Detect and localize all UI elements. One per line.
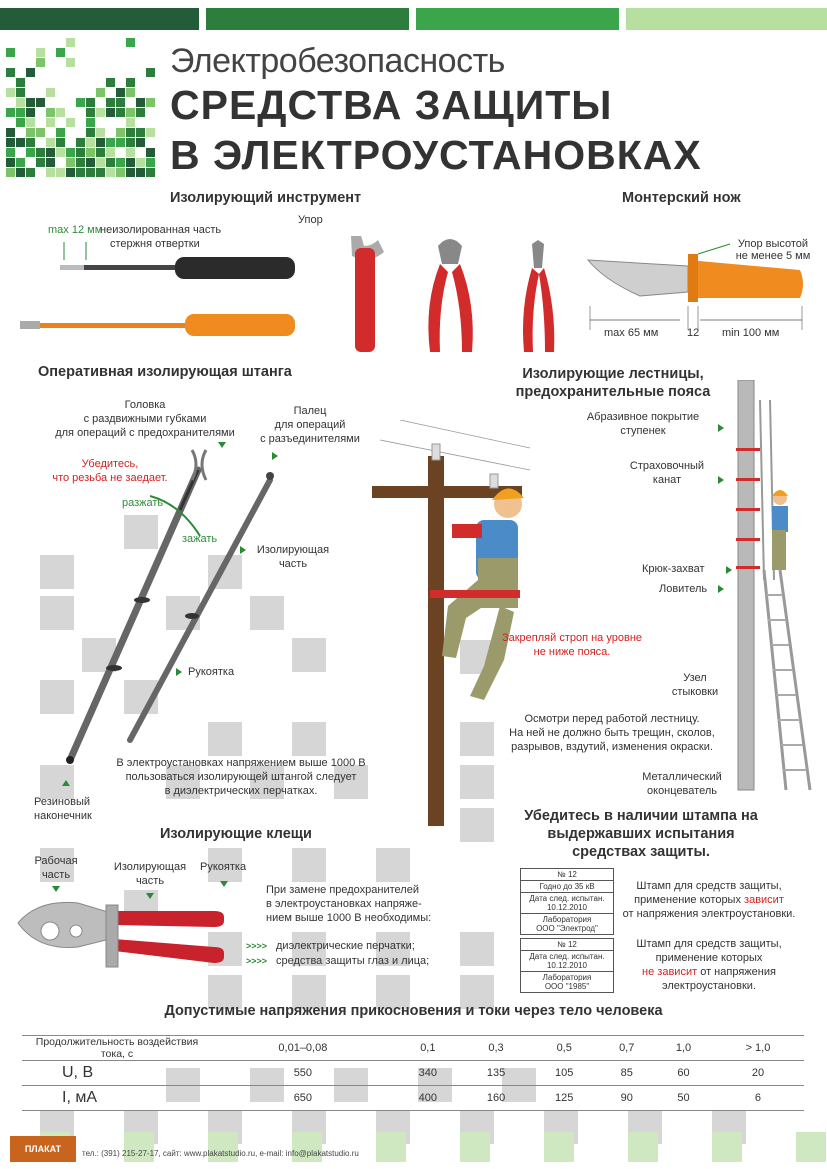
mosaic-tile bbox=[146, 148, 155, 157]
stamp2-desc-line1: Штамп для средств защиты, bbox=[636, 938, 782, 950]
pliers-req-line2: средства защиты глаз и лица; bbox=[276, 955, 430, 967]
rod-warn-label2: что резьба не заедает. bbox=[52, 472, 168, 484]
mosaic-tile bbox=[126, 38, 135, 47]
mosaic-tile bbox=[36, 128, 45, 137]
mosaic-tile bbox=[106, 168, 115, 177]
mosaic-tile bbox=[126, 88, 135, 97]
pliers-insul-label2: часть bbox=[135, 875, 165, 887]
stamp2-desc-line2: применение которых bbox=[655, 952, 763, 964]
table-row-label: I, мА bbox=[22, 1086, 212, 1111]
rod-insul-label2: часть bbox=[278, 558, 308, 570]
knife-title: Монтерский нож bbox=[622, 190, 741, 206]
footer-green-square bbox=[376, 1132, 406, 1162]
concrete-pole bbox=[738, 380, 754, 790]
rod-note-line2: пользоваться изолирующей штангой следует bbox=[125, 771, 357, 783]
pole-warn-line2: не ниже пояса. bbox=[533, 646, 611, 658]
mosaic-tile bbox=[36, 158, 45, 167]
mosaic-tile bbox=[126, 158, 135, 167]
pliers-illustration bbox=[14, 895, 244, 985]
knife-handle bbox=[688, 260, 803, 298]
rod-handle-label: Рукоятка bbox=[188, 666, 235, 678]
table-title: Допустимые напряжения прикосновения и токи через тело человека bbox=[164, 1003, 663, 1019]
mosaic-tile bbox=[116, 88, 125, 97]
table-row bbox=[22, 1061, 804, 1086]
mosaic-tile bbox=[6, 68, 15, 77]
mosaic-tile bbox=[146, 168, 155, 177]
safety-belt bbox=[430, 590, 520, 598]
mosaic-tile bbox=[106, 98, 115, 107]
chevron-bullet-icon: >>>> bbox=[246, 956, 268, 966]
table-cell: 60 bbox=[655, 1061, 712, 1086]
screwdriver-orange-handle bbox=[185, 314, 295, 336]
mosaic-tile bbox=[86, 118, 95, 127]
knife-stop-label2: не менее 5 мм bbox=[735, 250, 811, 262]
rod-illustration bbox=[40, 440, 300, 780]
knife-dim-mid: 12 bbox=[687, 327, 700, 339]
mosaic-tile bbox=[146, 158, 155, 167]
rod-tip-label1: Резиновый bbox=[34, 796, 91, 808]
plakat-logo: ПЛАКАТ bbox=[10, 1136, 76, 1162]
ladders-catcher-label: Ловитель bbox=[659, 583, 708, 595]
mosaic-tile bbox=[116, 108, 125, 117]
mosaic-tile bbox=[106, 158, 115, 167]
mosaic-tile bbox=[46, 138, 55, 147]
ladder-rail-left bbox=[764, 570, 786, 790]
mosaic-tile bbox=[76, 148, 85, 157]
mosaic-tile bbox=[26, 108, 35, 117]
uninsulated-label2: стержня отвертки bbox=[110, 238, 200, 250]
mosaic-tile bbox=[86, 98, 95, 107]
stamp2-desc-line4: электроустановки. bbox=[662, 980, 756, 992]
poster-subtitle: Электробезопасность bbox=[170, 42, 505, 80]
screwdriver-orange-shaft bbox=[22, 323, 202, 328]
stamp-line: Лаборатория ООО "Электрод" bbox=[536, 915, 598, 933]
mosaic-tile bbox=[6, 158, 15, 167]
pliers-text-line2: в электроустановках напряже- bbox=[266, 898, 422, 910]
top-bar-mid bbox=[206, 8, 409, 30]
mosaic-tile bbox=[26, 168, 35, 177]
table-cell: > 1,0 bbox=[712, 1036, 804, 1061]
pixel-mosaic-logo bbox=[6, 38, 151, 178]
mosaic-tile bbox=[36, 98, 45, 107]
ladder-illustration bbox=[734, 380, 820, 800]
rod-2 bbox=[130, 480, 270, 740]
knife-dim-handle: min 100 мм bbox=[722, 327, 780, 339]
rod-title: Оперативная изолирующая штанга bbox=[38, 364, 292, 380]
mosaic-tile bbox=[146, 68, 155, 77]
stamp1-desc-line3: от напряжения электроустановки. bbox=[622, 908, 796, 920]
mosaic-tile bbox=[86, 138, 95, 147]
mosaic-tile bbox=[36, 148, 45, 157]
table-cell: 400 bbox=[394, 1086, 462, 1111]
mosaic-tile bbox=[16, 78, 25, 87]
rod-insul-label1: Изолирующая bbox=[256, 544, 330, 556]
mosaic-tile bbox=[6, 138, 15, 147]
stamp1-desc-line1: Штамп для средств защиты, bbox=[636, 880, 782, 892]
rod-head-label1: Головка bbox=[124, 399, 166, 411]
stamp-line: Годно до 35 кВ bbox=[521, 881, 613, 893]
mosaic-tile bbox=[126, 138, 135, 147]
mosaic-tile bbox=[116, 138, 125, 147]
table-header-duration: Продолжительность воздействия тока, с bbox=[22, 1036, 212, 1061]
pliers-text-line3: нием выше 1000 В необходимы: bbox=[266, 912, 432, 924]
mosaic-tile bbox=[126, 108, 135, 117]
table-cell: 340 bbox=[394, 1061, 462, 1086]
mosaic-tile bbox=[36, 58, 45, 67]
marker-arrow bbox=[220, 881, 228, 887]
mosaic-tile bbox=[16, 88, 25, 97]
mosaic-tile bbox=[86, 158, 95, 167]
table-cell: 135 bbox=[462, 1061, 530, 1086]
mosaic-tile bbox=[106, 148, 115, 157]
poster-title-line1: СРЕДСТВА ЗАЩИТЫ bbox=[170, 82, 613, 128]
table-cell: 160 bbox=[462, 1086, 530, 1111]
pliers-handle-bottom bbox=[114, 939, 224, 963]
mosaic-tile bbox=[46, 118, 55, 127]
mosaic-tile bbox=[56, 108, 65, 117]
rod-clench-label: зажать bbox=[182, 533, 218, 545]
table-cell: 85 bbox=[598, 1061, 655, 1086]
wrench-red-handle bbox=[355, 248, 375, 352]
grey-square bbox=[292, 848, 326, 882]
table-cell: 0,1 bbox=[394, 1036, 462, 1061]
mosaic-tile bbox=[16, 98, 25, 107]
mosaic-tile bbox=[16, 118, 25, 127]
mosaic-tile bbox=[46, 108, 55, 117]
mosaic-tile bbox=[126, 168, 135, 177]
ladders-joint-label1: Узел bbox=[683, 672, 707, 684]
mosaic-tile bbox=[66, 168, 75, 177]
mosaic-tile bbox=[26, 68, 35, 77]
pliers-handle-label: Рукоятка bbox=[200, 861, 247, 873]
mosaic-tile bbox=[16, 168, 25, 177]
poster-title-line2: В ЭЛЕКТРОУСТАНОВКАХ bbox=[170, 132, 702, 178]
table-cell: 20 bbox=[712, 1061, 804, 1086]
footer-green-square bbox=[712, 1132, 742, 1162]
mosaic-tile bbox=[126, 128, 135, 137]
mosaic-tile bbox=[136, 108, 145, 117]
mosaic-tile bbox=[96, 108, 105, 117]
marker-arrow bbox=[718, 585, 724, 593]
mosaic-tile bbox=[126, 78, 135, 87]
ladders-abrasive-label2: ступенек bbox=[620, 425, 666, 437]
mosaic-tile bbox=[86, 128, 95, 137]
touch-voltage-table bbox=[22, 1035, 804, 1111]
mosaic-tile bbox=[56, 148, 65, 157]
knife-dim-blade: max 65 мм bbox=[604, 327, 659, 339]
rod-warn-label1: Убедитесь, bbox=[81, 458, 139, 470]
pole-warn-line1: Закрепляй строп на уровне bbox=[501, 632, 643, 644]
ladders-joint-label2: стыковки bbox=[671, 686, 719, 698]
stamp-line: № 12 bbox=[521, 939, 613, 951]
table-cell: 1,0 bbox=[655, 1036, 712, 1061]
footer-green-square bbox=[796, 1132, 826, 1162]
pliers-jaws bbox=[18, 902, 118, 947]
knife-blade bbox=[588, 260, 688, 296]
mosaic-tile bbox=[136, 128, 145, 137]
table-cell: 50 bbox=[655, 1086, 712, 1111]
mosaic-tile bbox=[56, 48, 65, 57]
stamp-line: Дата след. испытан. 10.12.2010 bbox=[521, 951, 613, 972]
mosaic-tile bbox=[6, 128, 15, 137]
screwdriver-black-handle bbox=[175, 257, 295, 279]
table-cell: 90 bbox=[598, 1086, 655, 1111]
marker-arrow bbox=[718, 424, 724, 432]
top-bar-dark bbox=[0, 8, 199, 30]
rod-head-label2: с раздвижными губками bbox=[83, 413, 207, 425]
pliers-handle-left bbox=[428, 264, 448, 352]
mosaic-tile bbox=[116, 158, 125, 167]
ladders-rope-label1: Страховочный bbox=[629, 460, 705, 472]
mosaic-tile bbox=[6, 168, 15, 177]
knife-illustration bbox=[580, 240, 810, 340]
stamp-line: Дата след. испытан. 10.12.2010 bbox=[521, 893, 613, 914]
tools-illustration bbox=[20, 236, 580, 361]
table-cell: 0,01–0,08 bbox=[212, 1036, 394, 1061]
stamps-title-line3: средствах защиты. bbox=[572, 844, 710, 860]
grey-square bbox=[460, 932, 494, 966]
ladders-tipend-label2: оконцеватель bbox=[647, 785, 717, 797]
table-cell: 0,3 bbox=[462, 1036, 530, 1061]
uninsulated-label: неизолированная часть bbox=[100, 224, 222, 236]
mosaic-tile bbox=[66, 148, 75, 157]
mosaic-tile bbox=[16, 138, 25, 147]
mosaic-tile bbox=[76, 98, 85, 107]
mosaic-tile bbox=[46, 168, 55, 177]
mosaic-tile bbox=[96, 128, 105, 137]
footer-contacts: тел.: (391) 215-27-17, сайт: www.plakatstudio.ru, e-mail: info@plakatstudio.ru bbox=[82, 1149, 359, 1158]
mosaic-tile bbox=[26, 138, 35, 147]
marker-arrow bbox=[726, 566, 732, 574]
mosaic-tile bbox=[76, 168, 85, 177]
mosaic-tile bbox=[66, 118, 75, 127]
mosaic-tile bbox=[96, 138, 105, 147]
mosaic-tile bbox=[26, 148, 35, 157]
grey-square bbox=[376, 848, 410, 882]
mosaic-tile bbox=[116, 98, 125, 107]
footer-green-square bbox=[628, 1132, 658, 1162]
knife-stop bbox=[688, 254, 698, 302]
mosaic-tile bbox=[126, 148, 135, 157]
mosaic-tile bbox=[136, 98, 145, 107]
table-cell: 650 bbox=[212, 1086, 394, 1111]
mosaic-tile bbox=[56, 168, 65, 177]
footer-green-square bbox=[544, 1132, 574, 1162]
mosaic-tile bbox=[56, 128, 65, 137]
stamp-voltage-dependent bbox=[520, 868, 614, 935]
pliers-req-line1: диэлектрические перчатки; bbox=[276, 940, 415, 952]
table-cell: 125 bbox=[530, 1086, 598, 1111]
knife-stop-label1: Упор высотой bbox=[737, 238, 809, 250]
rod-head-label3: для операций с предохранителями bbox=[55, 427, 235, 439]
ladder-rail-right bbox=[780, 570, 810, 790]
mosaic-tile bbox=[126, 118, 135, 127]
stamp1-desc-line2: применение которых зависит bbox=[634, 894, 784, 906]
stamp-line: Лаборатория ООО "1985" bbox=[542, 973, 592, 991]
mosaic-tile bbox=[66, 158, 75, 167]
top-bar-light bbox=[626, 8, 827, 30]
ladders-tipend-label1: Металлический bbox=[642, 771, 722, 783]
stamp2-desc-line3: не зависит от напряжения bbox=[642, 966, 776, 978]
mosaic-tile bbox=[16, 158, 25, 167]
ladders-hook-label: Крюк-захват bbox=[642, 563, 705, 575]
mosaic-tile bbox=[6, 48, 15, 57]
table-row bbox=[22, 1036, 804, 1061]
chevron-bullet-icon: >>>> bbox=[246, 941, 268, 951]
stamp-line: № 12 bbox=[521, 869, 613, 881]
ladders-title-line1: Изолирующие лестницы, bbox=[522, 366, 704, 382]
pliers-handle-right bbox=[452, 264, 473, 352]
insulating-tools-title: Изолирующий инструмент bbox=[170, 190, 362, 206]
table-cell: 0,5 bbox=[530, 1036, 598, 1061]
mosaic-tile bbox=[96, 88, 105, 97]
mosaic-tile bbox=[46, 158, 55, 167]
mosaic-tile bbox=[26, 118, 35, 127]
mosaic-tile bbox=[46, 88, 55, 97]
rod-finger-label1: Палец bbox=[293, 405, 327, 417]
stamp-voltage-independent bbox=[520, 938, 614, 993]
rod-unclench-label: разжать bbox=[122, 497, 164, 509]
mosaic-tile bbox=[116, 128, 125, 137]
mosaic-tile bbox=[6, 148, 15, 157]
table-row bbox=[22, 1086, 804, 1111]
pliers-title: Изолирующие клещи bbox=[160, 826, 312, 842]
rod-finger-label2: для операций bbox=[274, 419, 346, 431]
marker-arrow bbox=[718, 476, 724, 484]
rod-note-line3: в диэлектрических перчатках. bbox=[164, 785, 318, 797]
table-cell: 550 bbox=[212, 1061, 394, 1086]
pliers-insul-label1: Изолирующая bbox=[113, 861, 187, 873]
marker-arrow bbox=[52, 886, 60, 892]
top-bar-green bbox=[416, 8, 619, 30]
ladders-inspect-line3: разрывов, вздутий, изменения окраски. bbox=[511, 741, 713, 753]
mosaic-tile bbox=[46, 148, 55, 157]
max12-label: max 12 мм bbox=[48, 224, 103, 236]
stamps-title-line2: выдержавших испытания bbox=[547, 826, 735, 842]
marker-arrow bbox=[62, 780, 70, 786]
ladders-abrasive-label1: Абразивное покрытие bbox=[586, 411, 700, 423]
mosaic-tile bbox=[36, 48, 45, 57]
mosaic-tile bbox=[66, 38, 75, 47]
rod-tip-label2: наконечник bbox=[34, 810, 92, 822]
table-cell: 105 bbox=[530, 1061, 598, 1086]
mosaic-tile bbox=[66, 58, 75, 67]
mosaic-tile bbox=[136, 168, 145, 177]
mosaic-tile bbox=[86, 108, 95, 117]
stop-label: Упор bbox=[298, 214, 323, 226]
mosaic-tile bbox=[96, 168, 105, 177]
mosaic-tile bbox=[26, 128, 35, 137]
mosaic-tile bbox=[96, 158, 105, 167]
mosaic-tile bbox=[146, 98, 155, 107]
mosaic-tile bbox=[106, 138, 115, 147]
mosaic-tile bbox=[76, 138, 85, 147]
pliers-text-line1: При замене предохранителей bbox=[266, 884, 419, 896]
ladders-inspect-line1: Осмотри перед работой лестницу. bbox=[524, 713, 700, 725]
mosaic-tile bbox=[56, 138, 65, 147]
footer-green-square bbox=[460, 1132, 490, 1162]
rod-1 bbox=[70, 470, 198, 760]
mosaic-tile bbox=[6, 108, 15, 117]
ladders-rope-label2: канат bbox=[652, 474, 682, 486]
table-row-label: U, В bbox=[22, 1061, 212, 1086]
ladders-inspect-line2: На ней не должно быть трещин, сколов, bbox=[509, 727, 715, 739]
mosaic-tile bbox=[116, 168, 125, 177]
table-cell: 6 bbox=[712, 1086, 804, 1111]
wooden-pole bbox=[428, 456, 444, 826]
mosaic-tile bbox=[146, 128, 155, 137]
mosaic-tile bbox=[16, 108, 25, 117]
ladders-title-line2: предохранительные пояса bbox=[515, 384, 711, 400]
mosaic-tile bbox=[86, 168, 95, 177]
pliers-handle-top bbox=[114, 911, 224, 927]
mosaic-tile bbox=[136, 138, 145, 147]
mosaic-tile bbox=[136, 158, 145, 167]
mosaic-tile bbox=[106, 108, 115, 117]
mosaic-tile bbox=[96, 148, 105, 157]
rod-note-line1: В электроустановках напряжением выше 1000 В bbox=[116, 757, 366, 769]
rod-finger-label3: с разъединителями bbox=[260, 433, 360, 445]
mosaic-tile bbox=[76, 158, 85, 167]
pliers-work-label1: Рабочая bbox=[34, 855, 78, 867]
mosaic-tile bbox=[86, 148, 95, 157]
mosaic-tile bbox=[106, 78, 115, 87]
stamps-title-line1: Убедитесь в наличии штампа на bbox=[524, 808, 758, 824]
pliers-work-label2: часть bbox=[41, 869, 71, 881]
table-cell: 0,7 bbox=[598, 1036, 655, 1061]
mosaic-tile bbox=[26, 98, 35, 107]
mosaic-tile bbox=[6, 88, 15, 97]
pole-worker-illustration bbox=[360, 420, 540, 830]
